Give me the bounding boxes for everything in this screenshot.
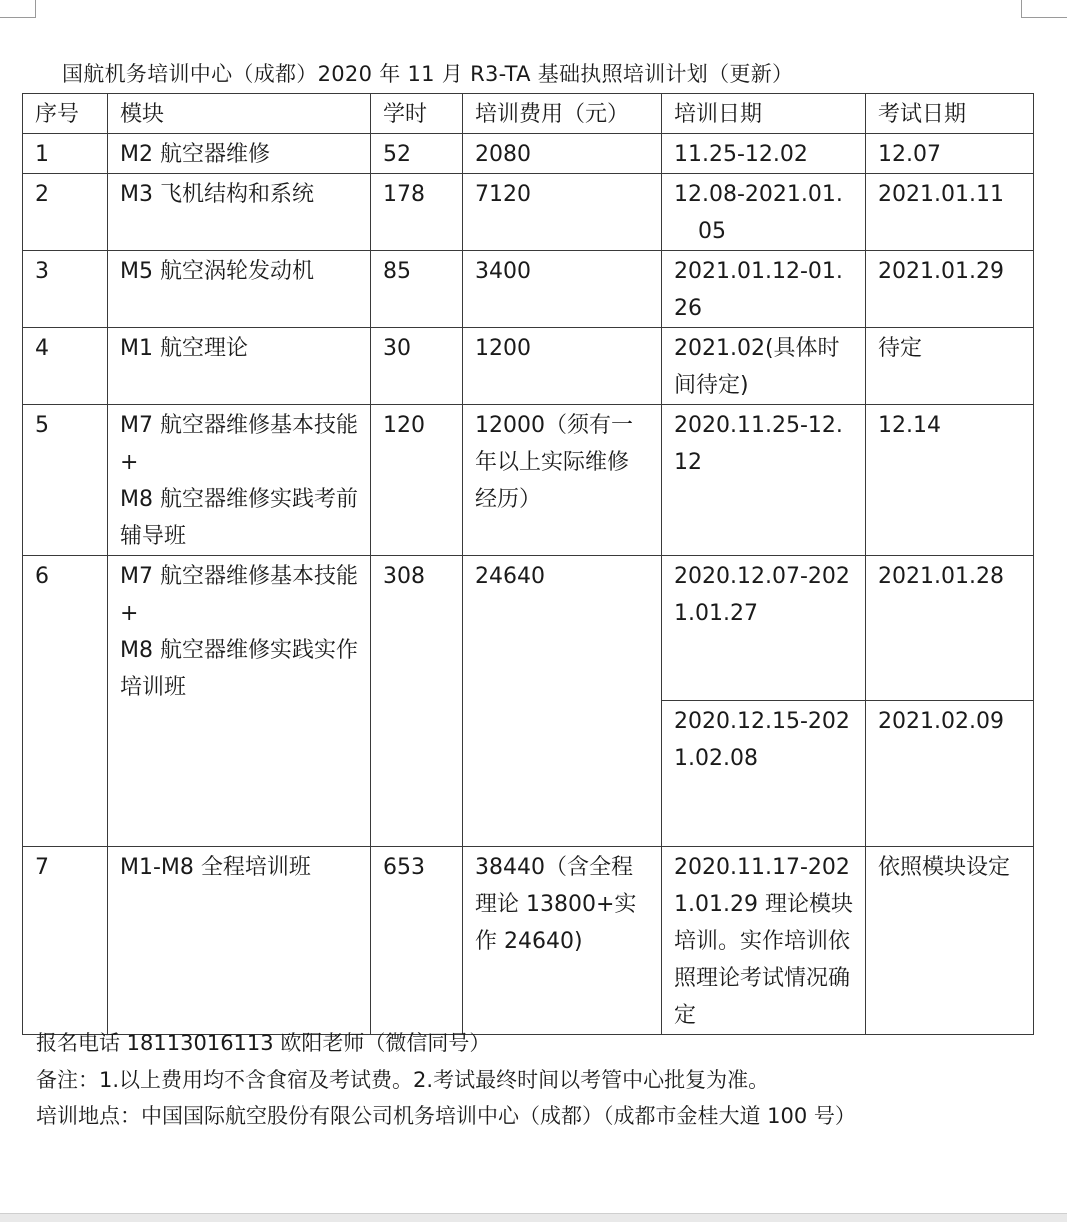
header-exam-date: 考试日期 (866, 94, 1034, 134)
cell-fee: 1200 (463, 328, 662, 405)
cell-train-date: 11.25-12.02 (662, 134, 866, 174)
table-row (23, 134, 1034, 174)
cell-seq: 3 (23, 251, 108, 328)
header-seq: 序号 (23, 94, 108, 134)
cell-exam-date: 待定 (866, 328, 1034, 405)
cell-train-date: 2020.12.15-2021.02.08 (662, 701, 866, 847)
cell-train-date (662, 174, 866, 251)
crop-mark-right-vertical (1021, 0, 1022, 18)
document-title: 国航机务培训中心（成都）2020 年 11 月 R3-TA 基础执照培训计划（更新） (62, 62, 794, 86)
cell-exam-date: 12.14 (866, 405, 1034, 556)
module-line: M7 航空器维修基本技能+ (120, 564, 358, 626)
contact-line: 报名电话 18113016113 欧阳老师（微信同号） (36, 1031, 491, 1055)
table-row (23, 174, 1034, 251)
cell-seq: 6 (23, 556, 108, 847)
table-row (23, 251, 1034, 328)
location-line: 培训地点：中国国际航空股份有限公司机务培训中心（成都）（成都市金桂大道 100 号） (36, 1104, 856, 1128)
crop-mark-right-horizontal (1021, 17, 1067, 18)
table-header-row (23, 94, 1034, 134)
cell-fee: 12000（须有一年以上实际维修经历） (463, 405, 662, 556)
table-row (23, 556, 1034, 701)
cell-module: M2 航空器维修 (108, 134, 371, 174)
cell-train-date: 2020.11.25-12.12 (662, 405, 866, 556)
table-row (23, 405, 1034, 556)
crop-mark-left-vertical (35, 0, 36, 18)
cell-seq: 5 (23, 405, 108, 556)
cell-exam-date: 2021.01.11 (866, 174, 1034, 251)
cell-exam-date: 2021.01.28 (866, 556, 1034, 701)
header-module: 模块 (108, 94, 371, 134)
cell-seq: 4 (23, 328, 108, 405)
cell-train-date: 2020.12.07-2021.01.27 (662, 556, 866, 701)
cell-fee: 38440（含全程理论 13800+实作 24640) (463, 847, 662, 1035)
cell-exam-date: 依照模块设定 (866, 847, 1034, 1035)
cell-exam-date: 2021.02.09 (866, 701, 1034, 847)
cell-fee: 3400 (463, 251, 662, 328)
cell-module: M3 飞机结构和系统 (108, 174, 371, 251)
cell-module: M1 航空理论 (108, 328, 371, 405)
crop-mark-left-horizontal (0, 17, 36, 18)
train-date-line: 05 (698, 219, 726, 244)
cell-fee: 24640 (463, 556, 662, 847)
cell-hours: 52 (371, 134, 463, 174)
cell-train-date: 2020.11.17-2021.01.29 理论模块培训。实作培训依照理论考试情况确定 (662, 847, 866, 1035)
cell-fee: 2080 (463, 134, 662, 174)
cell-fee: 7120 (463, 174, 662, 251)
cell-hours: 30 (371, 328, 463, 405)
table-row (23, 847, 1034, 1035)
cell-module: M5 航空涡轮发动机 (108, 251, 371, 328)
cell-seq: 7 (23, 847, 108, 1035)
cell-hours: 653 (371, 847, 463, 1035)
module-line: M8 航空器维修实践考前辅导班 (120, 487, 358, 549)
cell-hours: 85 (371, 251, 463, 328)
cell-train-date: 2021.02(具体时间待定) (662, 328, 866, 405)
cell-hours: 308 (371, 556, 463, 847)
header-fee: 培训费用（元） (463, 94, 662, 134)
module-line: M7 航空器维修基本技能+ (120, 413, 358, 475)
table-row (23, 328, 1034, 405)
cell-hours: 120 (371, 405, 463, 556)
header-hours: 学时 (371, 94, 463, 134)
train-date-line: 12.08-2021.01. (674, 182, 843, 207)
cell-train-date: 2021.01.12-01.26 (662, 251, 866, 328)
cell-hours: 178 (371, 174, 463, 251)
training-plan-table (22, 93, 1034, 1035)
cell-exam-date: 2021.01.29 (866, 251, 1034, 328)
cell-module (108, 556, 371, 847)
cell-module (108, 405, 371, 556)
cell-seq: 1 (23, 134, 108, 174)
cell-module: M1-M8 全程培训班 (108, 847, 371, 1035)
module-line: M8 航空器维修实践实作培训班 (120, 638, 358, 700)
remark-line: 备注：1.以上费用均不含食宿及考试费。2.考试最终时间以考管中心批复为准。 (36, 1068, 770, 1092)
header-train-date: 培训日期 (662, 94, 866, 134)
cell-seq: 2 (23, 174, 108, 251)
cell-exam-date: 12.07 (866, 134, 1034, 174)
